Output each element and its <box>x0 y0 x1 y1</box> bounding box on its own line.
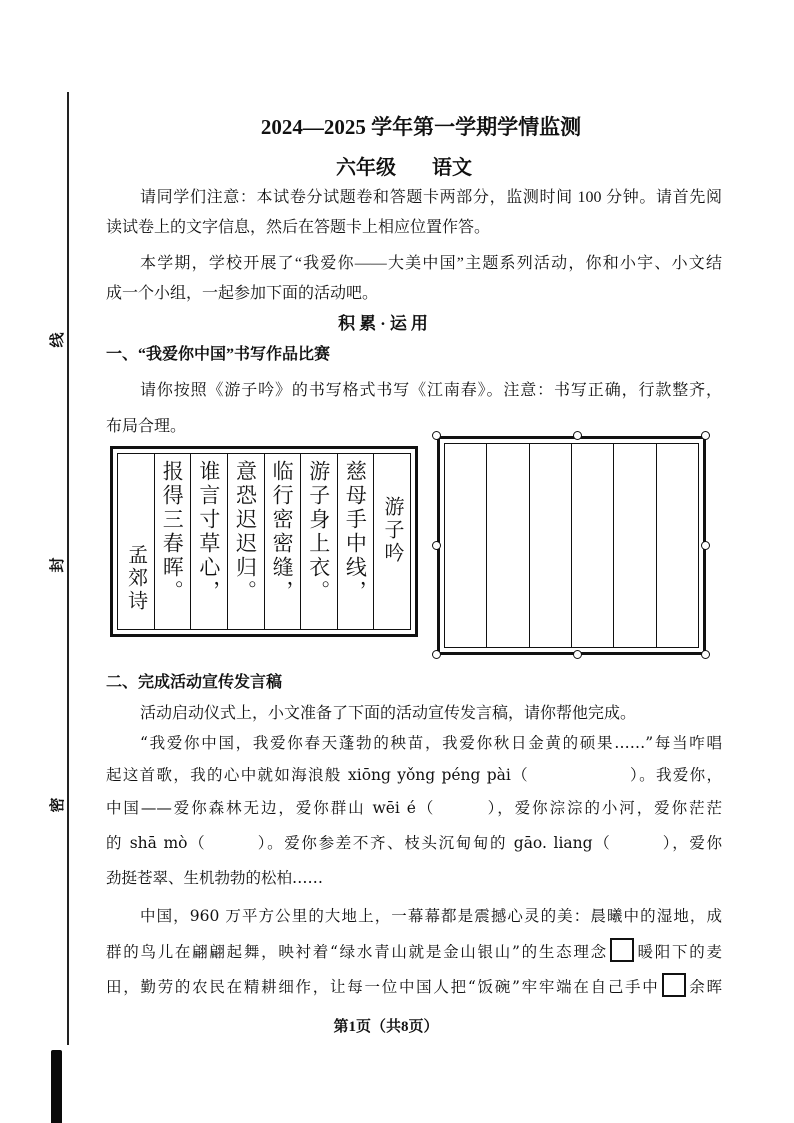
grid-column <box>656 444 698 647</box>
speech-line: “我爱你中国，我爱你春天蓬勃的秧苗，我爱你秋日金黄的硕果……”每当咋唱 <box>140 734 722 752</box>
poem-line-column: 慈母手中线， <box>338 454 375 629</box>
page-number: 第1页（共8页） <box>333 1019 439 1035</box>
speech-line: 起这首歌，我的心中就如海浪般 xiōng yǒng péng pài（ ）。我爱你， <box>106 766 722 784</box>
grid-column <box>529 444 571 647</box>
frame-handle <box>432 541 441 550</box>
intro-line: 成一个小组，一起参加下面的活动吧。 <box>106 285 379 302</box>
passage-line: 中国，960 万平方公里的大地上，一幕幕都是震撼心灵的美：晨曦中的湿地，成 <box>140 907 722 925</box>
question-1-heading: 一、“我爱你中国”书写作品比赛 <box>106 346 331 363</box>
passage-text: 暖阳下的麦 <box>635 943 722 961</box>
question-2-instruction: 活动启动仪式上，小文准备了下面的活动宣传发言稿，请你帮他完成。 <box>140 705 637 722</box>
poem-line-column: 谁言寸草心， <box>191 454 228 629</box>
calligraphy-columns <box>117 453 411 630</box>
section-heading: 积累·运用 <box>338 314 432 333</box>
frame-handle <box>573 650 582 659</box>
subject-label: 语文 <box>432 157 472 179</box>
exam-title: 2024—2025 学年第一学期学情监测 <box>260 115 582 139</box>
speech-line: 的 shā mò（ ）。爱你参差不齐、枝头沉甸甸的 gāo. liang（ ），爱你 <box>106 834 722 852</box>
question-1-instruction-line: 请你按照《游子吟》的书写格式书写《江南春》。注意：书写正确，行款整齐， <box>140 382 722 399</box>
frame-handle <box>701 431 710 440</box>
frame-handle <box>701 541 710 550</box>
binding-margin-line <box>67 92 69 1045</box>
passage-text: 群的鸟儿在翩翩起舞，映衬着“绿水青山就是金山银山”的生态理念 <box>106 943 608 961</box>
calligraphy-sample <box>110 446 418 637</box>
speech-line: 中国——爱你森林无边，爱你群山 wēi é（ ），爱你淙淙的小河，爱你茫茫 <box>106 799 722 817</box>
question-1-instruction-line: 布局合理。 <box>106 418 187 435</box>
margin-black-bar <box>51 1050 62 1123</box>
frame-handle <box>432 431 441 440</box>
question-2-heading: 二、完成活动宣传发言稿 <box>106 674 283 691</box>
grid-column <box>613 444 655 647</box>
speech-line: 劲挺苍翠、生机勃勃的松柏…… <box>106 869 324 887</box>
writing-answer-grid <box>437 436 706 655</box>
grade-subject-row <box>106 154 702 182</box>
punctuation-answer-box <box>610 938 634 962</box>
poem-line-column: 游子身上衣。 <box>301 454 338 629</box>
passage-line <box>106 938 722 964</box>
seal-label: 封 <box>50 557 66 573</box>
grid-column <box>445 444 486 647</box>
poem-title-column: 游子吟 <box>381 496 403 565</box>
punctuation-answer-box <box>662 973 686 997</box>
poem-line-column: 临行密密缝， <box>265 454 302 629</box>
frame-handle <box>701 650 710 659</box>
seal-label: 密 <box>50 797 66 813</box>
poem-author-column: 孟郊诗 <box>118 454 155 629</box>
passage-line <box>106 973 722 999</box>
seal-label: 线 <box>50 332 66 348</box>
notice-line: 请同学们注意：本试卷分试题卷和答题卡两部分，监测时间 100 分钟。请首先阅 <box>140 189 722 206</box>
poem-line-column: 报得三春晖。 <box>155 454 192 629</box>
passage-text: 余晖 <box>687 978 722 996</box>
frame-handle <box>432 650 441 659</box>
grid-column <box>486 444 528 647</box>
passage-text: 田，勤劳的农民在精耕细作，让每一位中国人把“饭碗”牢牢端在自己手中 <box>106 978 660 996</box>
grid-column <box>571 444 613 647</box>
poem-line-column: 意恐迟迟归。 <box>228 454 265 629</box>
intro-line: 本学期，学校开展了“我爱你——大美中国”主题系列活动，你和小宇、小文结 <box>140 255 722 272</box>
grade-label: 六年级 <box>336 157 396 179</box>
notice-line: 读试卷上的文字信息，然后在答题卡上相应位置作答。 <box>106 219 491 236</box>
frame-handle <box>573 431 582 440</box>
grid-columns <box>444 443 699 648</box>
